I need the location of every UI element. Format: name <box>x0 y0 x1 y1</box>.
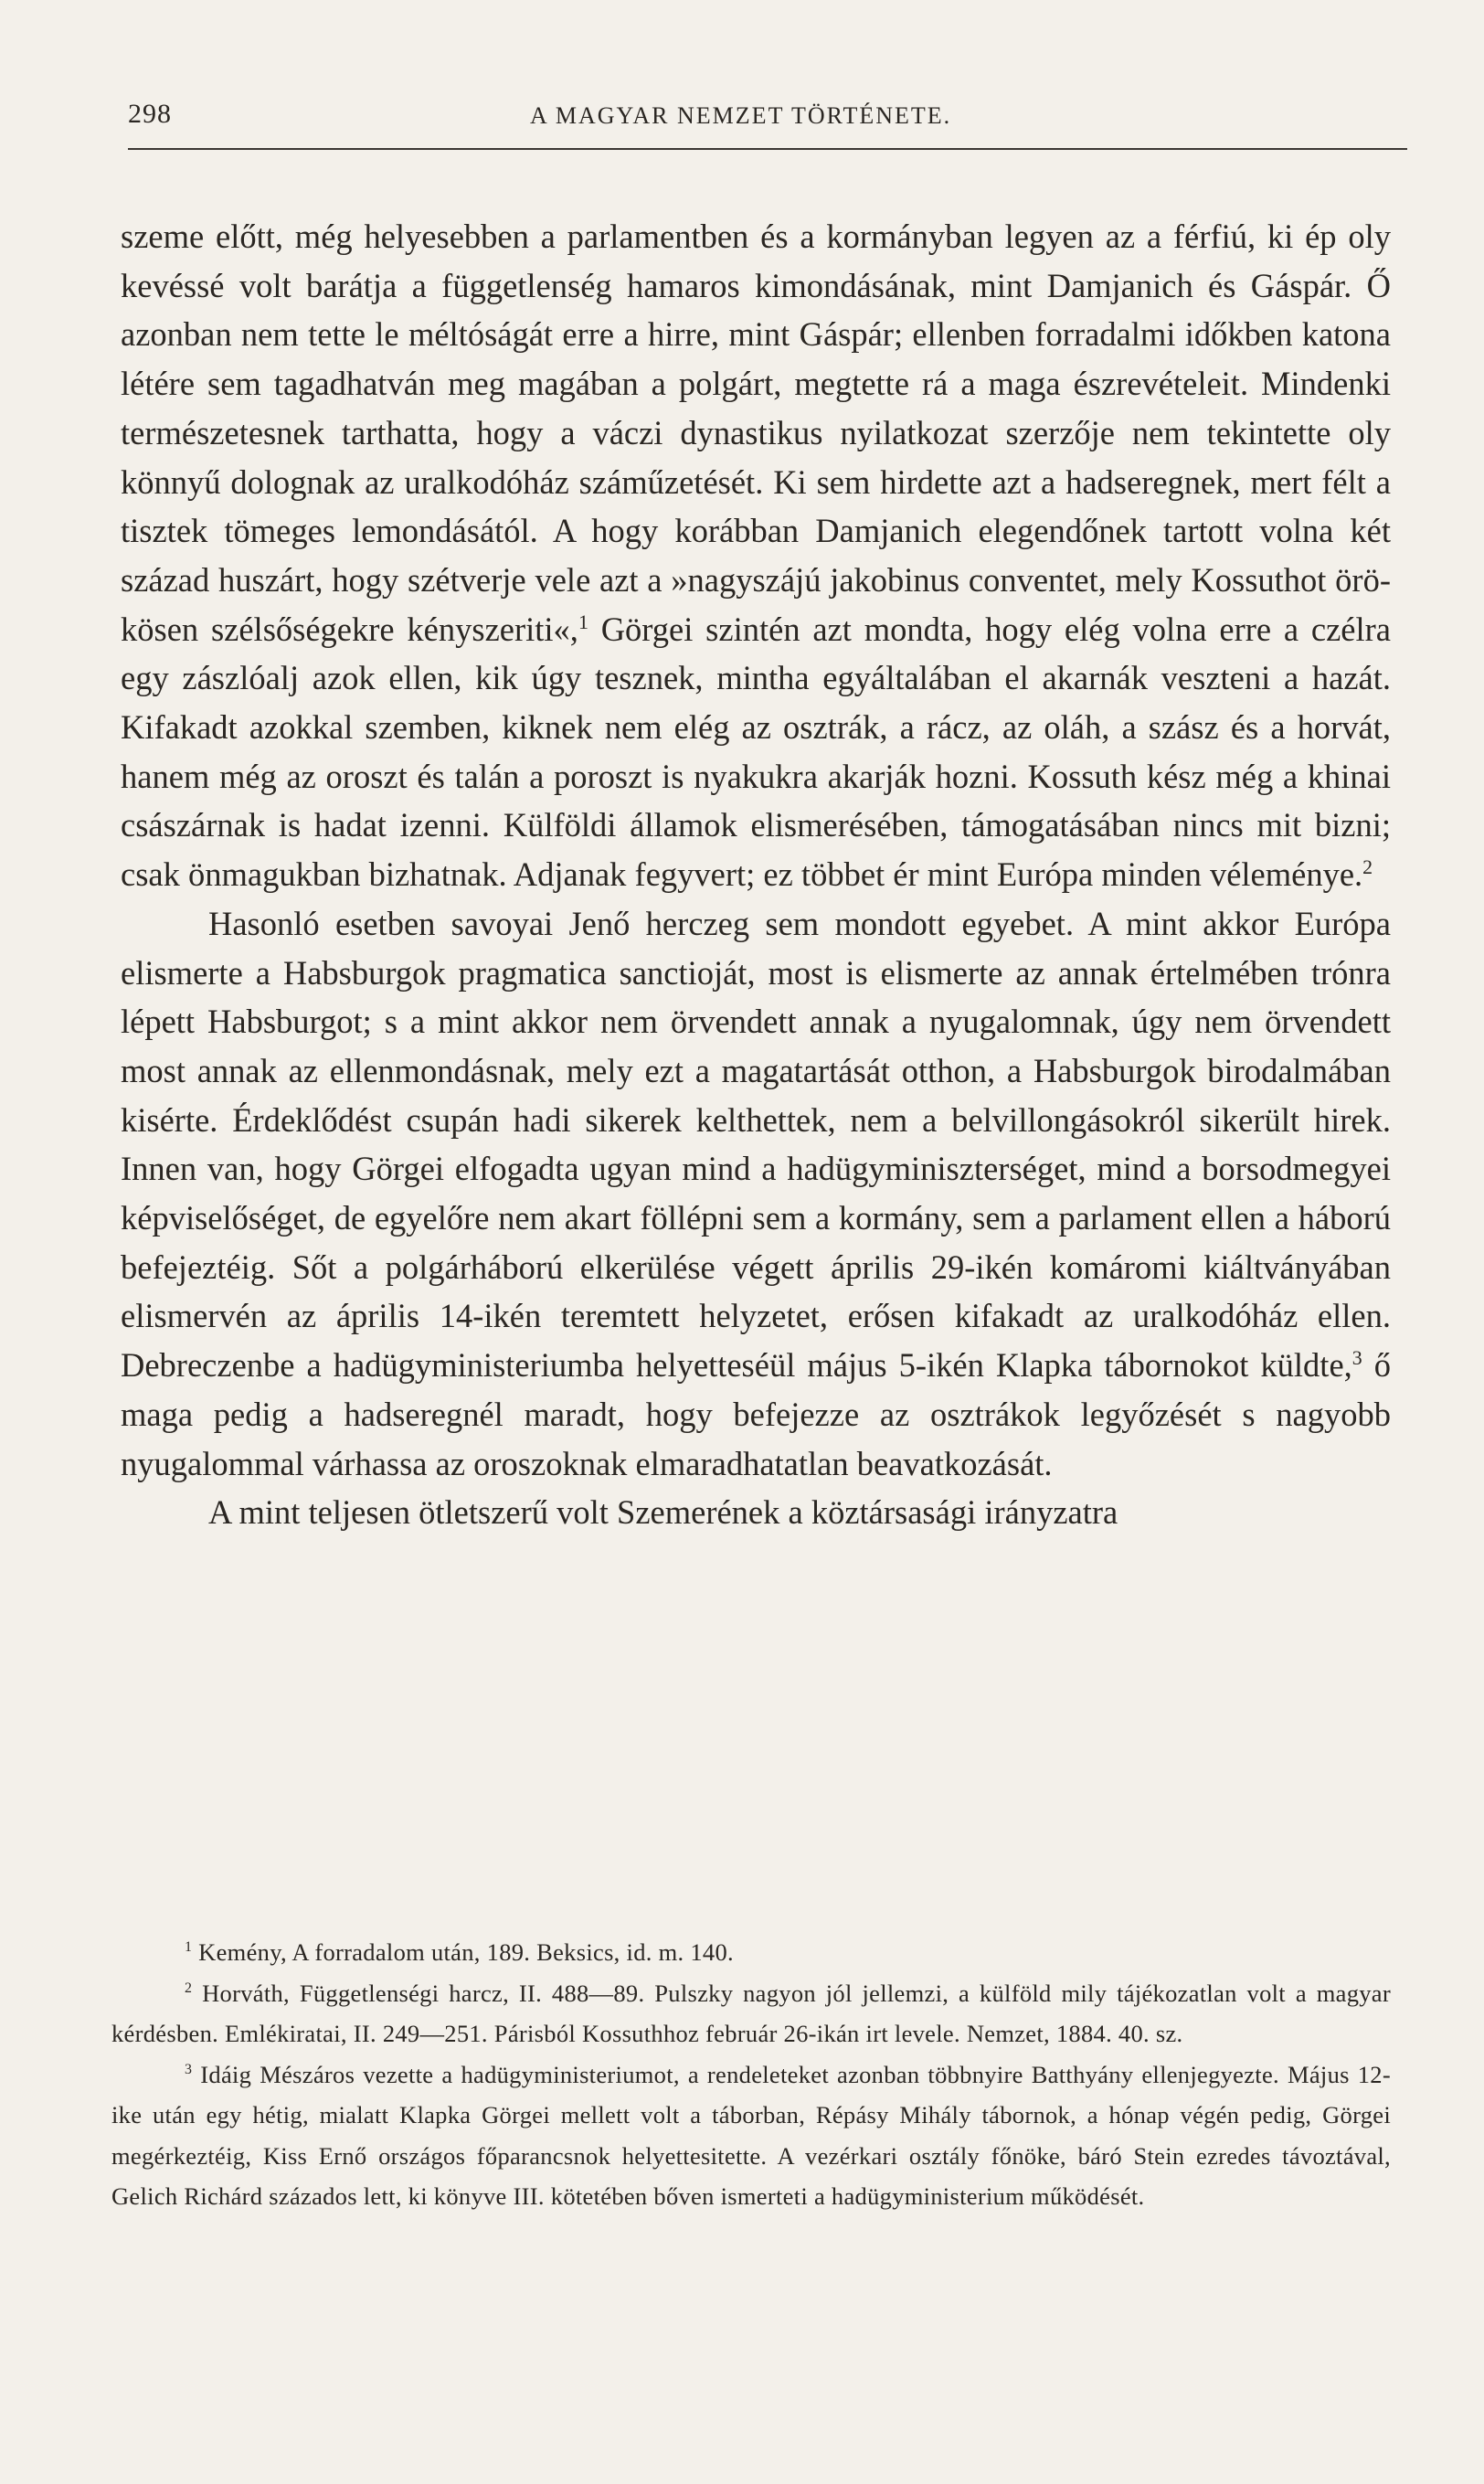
footnote-2-mark: 2 <box>185 1980 193 1996</box>
page-number: 298 <box>128 99 172 129</box>
running-title: A MAGYAR NEMZET TÖRTÉNETE. <box>530 102 952 129</box>
page-header <box>128 99 1407 150</box>
footnote-ref-1: 1 <box>578 610 588 633</box>
footnotes <box>111 1932 1391 2217</box>
footnote-3-mark: 3 <box>185 2061 193 2077</box>
paragraph-2-part-a: Hasonló esetben savoyai Jenő herczeg sem mondott egyebet. A mint akkor Európa elismerte a Habsburgok pragmatica sanctioját, most is elismerte az annak értelmében trónra lépett Habsburgot; s a mint akkor nem örvendett annak a nyugalomnak, úgy nem örvendett most annak az ellenmondásnak, mely ezt a magatartását otthon, a Habsburgok birodalmában kisérte. Érdeklődést csupán hadi sikerek kelthettek, nem a belvillongásokról sikerült hirek. Innen van, hogy Görgei elfogadta ugyan mind a hadügyminiszterséget, mind a borsodmegyei képviselőséget, de egyelőre nem akart föllépni sem a kormány, sem a parlament ellen a háború befejeztéig. Sőt a polgárháború elkerülése végett április 29-ikén komáromi kiáltványában elismervén az április 14-ikén teremtett helyzetet, erősen kifakadt az uralkodóház ellen. Debreczenbe a hadügyministeriumba helyetteséül május 5-ikén Klapka tábornokot küldte, <box>121 904 1391 1385</box>
paragraph-1-part-b: Görgei szintén azt mondta, hogy elég volna erre a czélra egy zászlóalj azok ellen, kik úgy tesznek, mintha egyáltalában el akarnák veszteni a hazát. Kifakadt azokkal szemben, kiknek nem elég az osztrák, a rácz, az oláh, a szász és a horvát, hanem még az oroszt és talán a poroszt is nyakukra akarják hozni. Kossuth kész még a khinai császárnak is hadat izenni. Külföldi államok elismerésében, támogatásában nincs mit bizni; csak önmagukban bizhatnak. Adjanak fegyvert; ez többet ér mint Európa minden véleménye. <box>121 610 1392 894</box>
body-text <box>121 212 1391 1537</box>
paragraph-1-part-a: szeme előtt, még helyesebben a parlamentben és a kormányban legyen az a férfiú, ki ép oly kevéssé volt barátja a függetlenség hamaros kimondásának, mint Damjanich és Gáspár. Ő azonban nem tette le méltóságát erre a hirre, mint Gáspár; ellenben forradalmi időkben katona létére sem tagadhatván meg magában a polgárt, megtette rá a maga észrevételeit. Mindenki természetesnek tarthatta, hogy a váczi dynastikus nyilatkozat szerzője nem tekintette oly könnyű dolognak az uralkodóház száműzetését. Ki sem hirdette azt a hadseregnek, mert félt a tisztek tömeges lemondásától. A hogy korábban Damjanich elegendőnek tartott volna két század huszárt, hogy szétverje vele azt a »nagyszájú jakobinus conventet, mely Kossuthot örökösen szélsőségekre kényszeriti«, <box>121 218 1391 648</box>
paragraph-2 <box>121 899 1391 1488</box>
paragraph-3: A mint teljesen ötletszerű volt Szemerének a köztársasági irányzatra <box>208 1493 1118 1532</box>
footnote-ref-3: 3 <box>1352 1346 1362 1370</box>
header-rule <box>128 148 1407 150</box>
footnote-3-text: Idáig Mészáros vezette a hadügyministeriumot, a rendeleteket azonban többnyire Batthyány ellenjegyezte. Május 12-ike után egy hétig, mialatt Klapka Görgei mellett volt a táborban, Répásy Mihály tábornok, a hónap végén pedig, Görgei megérkeztéig, Kiss Ernő országos főparancsnok helyettesitette. A vezérkari osztály főnöke, báró Stein ezredes távoztával, Gelich Richárd százados lett, ki könyve III. kötetében bőven ismerteti a hadügyministerium működését. <box>111 2060 1391 2210</box>
paragraph-1 <box>121 212 1391 899</box>
footnote-1-mark: 1 <box>185 1939 193 1956</box>
paragraph-2-part-b: ő maga pedig a hadseregnél maradt, hogy befejezze az osztrákok legyőzését s nagyobb nyugalommal várhassa az oroszoknak elmaradhatatlan beavatkozását. <box>121 1346 1392 1482</box>
footnote-3 <box>111 2054 1391 2217</box>
footnote-ref-2: 2 <box>1362 855 1373 878</box>
footnote-1 <box>111 1932 1391 1973</box>
footnote-2-text: Horváth, Függetlenségi harcz, II. 488—89. Pulszky nagyon jól jellemzi, a külföld mily tájékozatlan volt a magyar kérdésben. Emlékiratai, II. 249—251. Párisból Kossuthhoz február 26-ikán irt levele. Nemzet, 1884. 40. sz. <box>111 1979 1391 2047</box>
footnote-2 <box>111 1973 1391 2054</box>
footnote-1-text: Kemény, A forradalom után, 189. Beksics, id. m. 140. <box>192 1938 734 1966</box>
